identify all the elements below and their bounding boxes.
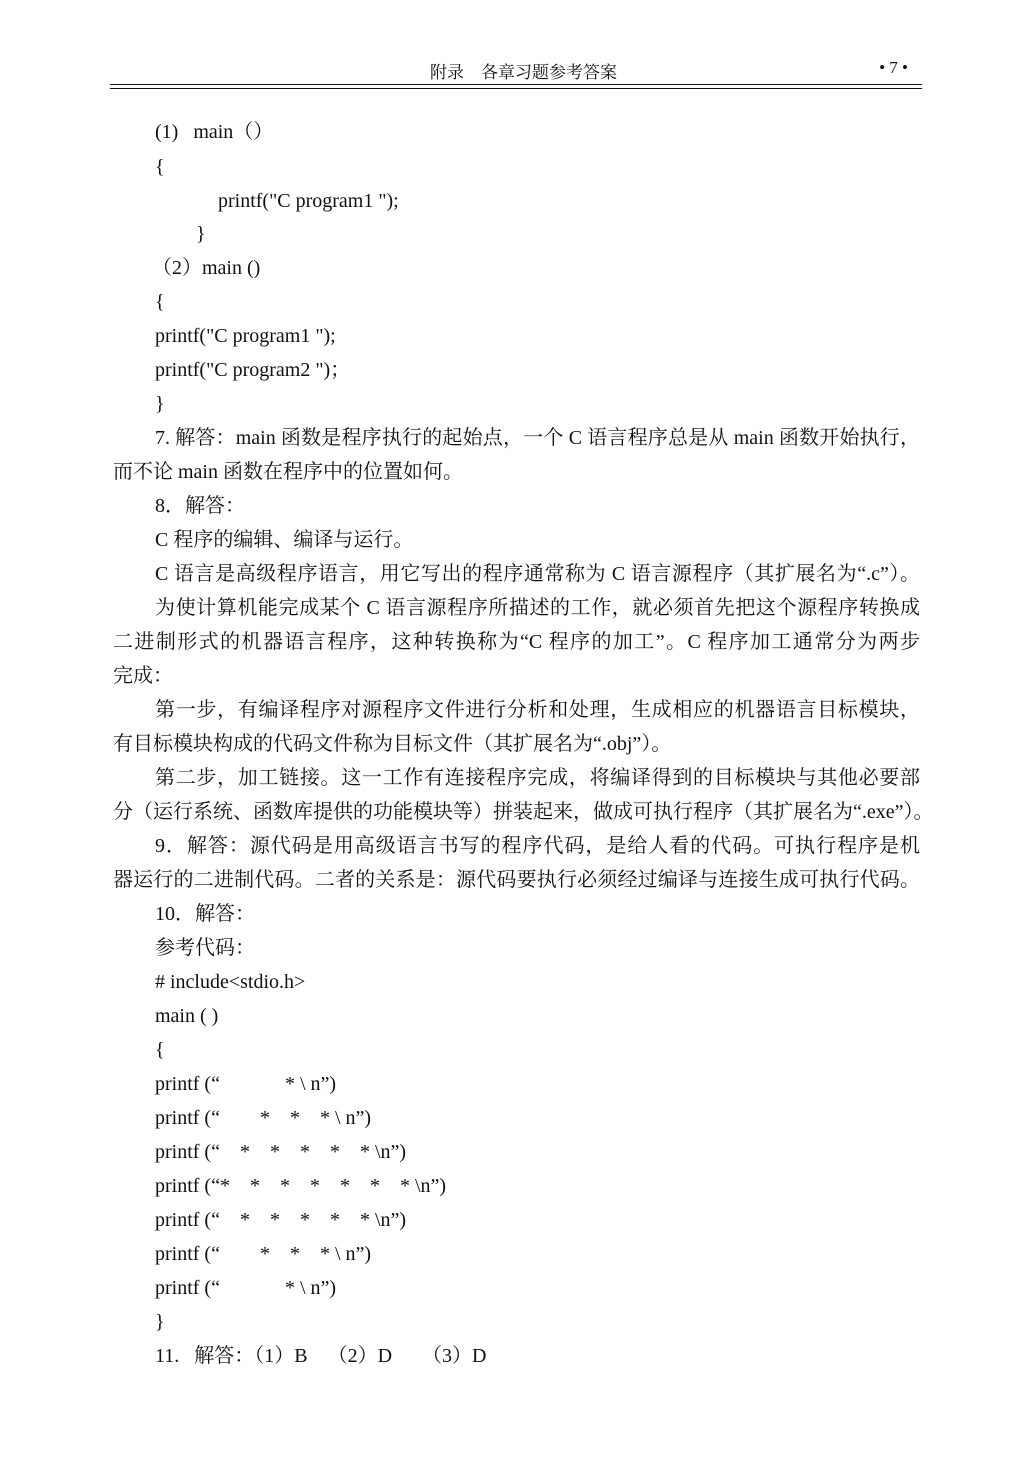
- paragraph-line: 9．解答：源代码是用高级语言书写的程序代码，是给人看的代码。可执行程序是机: [155, 835, 920, 857]
- paragraph-line: C 语言是高级程序语言，用它写出的程序通常称为 C 语言源程序（其扩展名为“.c”）。: [155, 563, 920, 585]
- code-line: printf (“ * * * \ n”): [155, 1243, 372, 1265]
- code-line: {: [155, 1039, 165, 1061]
- paragraph-line: 有目标模块构成的代码文件称为目标文件（其扩展名为“.obj”）。: [113, 733, 672, 755]
- code-line: }: [155, 393, 165, 415]
- code-line: printf (“ * \ n”): [155, 1277, 337, 1299]
- paragraph-line: 器运行的二进制代码。二者的关系是：源代码要执行必须经过编译与连接生成可执行代码。: [113, 869, 920, 891]
- code-line: printf (“ * \ n”): [155, 1073, 337, 1095]
- code-line: printf (“ * * * * * \n”): [155, 1141, 407, 1163]
- page-number: • 7 •: [879, 58, 908, 77]
- code-line: printf (“ * * * \ n”): [155, 1107, 372, 1129]
- paragraph-line: 第二步，加工链接。这一工作有连接程序完成，将编译得到的目标模块与其他必要部: [155, 767, 920, 789]
- paragraph-line: 第一步，有编译程序对源程序文件进行分析和处理，生成相应的机器语言目标模块，: [155, 699, 920, 721]
- header-title: 附录 各章习题参考答案: [430, 63, 617, 82]
- code-line: }: [196, 223, 206, 245]
- code-line: # include<stdio.h>: [155, 971, 306, 993]
- code-line: main ( ): [155, 1005, 219, 1027]
- code-line: printf("C program1 ");: [218, 190, 399, 212]
- header-rule-bottom: [110, 88, 922, 89]
- header-rule-top: [110, 84, 922, 85]
- paragraph-line: 8．解答：: [155, 495, 245, 517]
- code-line: printf (“* * * * * * * \n”): [155, 1175, 447, 1197]
- code-line: {: [155, 291, 165, 313]
- paragraph-line: 而不论 main 函数在程序中的位置如何。: [113, 461, 463, 483]
- code-line: printf("C program2 ")；: [155, 359, 351, 381]
- paragraph-line: 为使计算机能完成某个 C 语言源程序所描述的工作，就必须首先把这个源程序转换成: [155, 597, 920, 619]
- paragraph-line: 7. 解答：main 函数是程序执行的起始点，一个 C 语言程序总是从 main 函数开始执行，: [155, 427, 920, 449]
- paragraph-line: 11. 解答：（1）B （2）D （3）D: [155, 1345, 487, 1367]
- paragraph-line: 二进制形式的机器语言程序，这种转换称为“C 程序的加工”。C 程序加工通常分为两步: [113, 631, 920, 653]
- paragraph-line: C 程序的编辑、编译与运行。: [155, 529, 414, 551]
- code-line: printf("C program1 ");: [155, 325, 336, 347]
- code-line: （2）main (): [152, 257, 261, 279]
- paragraph-line: 完成：: [113, 665, 173, 687]
- code-line: }: [155, 1311, 165, 1333]
- code-line: {: [155, 156, 165, 178]
- paragraph-line: 分（运行系统、函数库提供的功能模块等）拼装起来，做成可执行程序（其扩展名为“.exe”）。: [113, 801, 934, 823]
- code-line: (1) main（）: [155, 121, 274, 143]
- code-line: printf (“ * * * * * \n”): [155, 1209, 407, 1231]
- paragraph-line: 参考代码：: [155, 937, 255, 959]
- paragraph-line: 10．解答：: [155, 903, 255, 925]
